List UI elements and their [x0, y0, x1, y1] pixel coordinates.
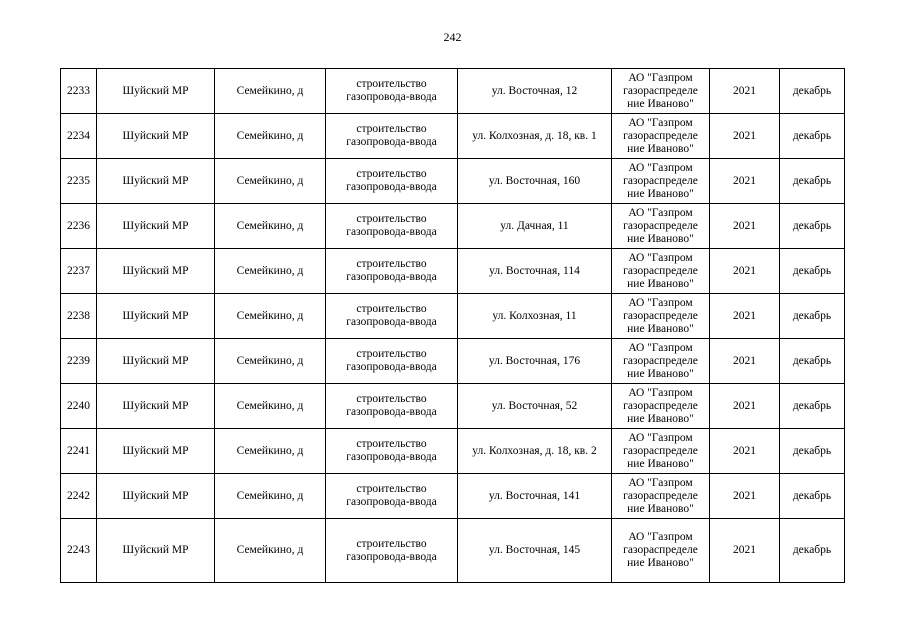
district-cell: Шуйский МР: [97, 429, 215, 474]
table-row: [61, 294, 845, 339]
locality-cell: Семейкино, д: [215, 249, 326, 294]
year-cell: 2021: [710, 519, 780, 583]
address-cell: ул. Восточная, 52: [458, 384, 612, 429]
locality-cell: Семейкино, д: [215, 69, 326, 114]
work-type-cell: строительство газопровода-ввода: [326, 114, 458, 159]
locality-cell: Семейкино, д: [215, 204, 326, 249]
address-cell: ул. Колхозная, д. 18, кв. 2: [458, 429, 612, 474]
work-type-cell: строительство газопровода-ввода: [326, 384, 458, 429]
work-type-cell: строительство газопровода-ввода: [326, 519, 458, 583]
locality-cell: Семейкино, д: [215, 384, 326, 429]
row-number: 2237: [61, 249, 97, 294]
work-type-cell: строительство газопровода-ввода: [326, 429, 458, 474]
month-cell: декабрь: [780, 384, 845, 429]
address-cell: ул. Восточная, 114: [458, 249, 612, 294]
work-type-cell: строительство газопровода-ввода: [326, 339, 458, 384]
work-type-cell: строительство газопровода-ввода: [326, 204, 458, 249]
address-cell: ул. Восточная, 12: [458, 69, 612, 114]
month-cell: декабрь: [780, 69, 845, 114]
row-number: 2233: [61, 69, 97, 114]
district-cell: Шуйский МР: [97, 114, 215, 159]
district-cell: Шуйский МР: [97, 159, 215, 204]
month-cell: декабрь: [780, 204, 845, 249]
address-cell: ул. Колхозная, д. 18, кв. 1: [458, 114, 612, 159]
row-number: 2234: [61, 114, 97, 159]
row-number: 2242: [61, 474, 97, 519]
address-cell: ул. Восточная, 141: [458, 474, 612, 519]
year-cell: 2021: [710, 339, 780, 384]
address-cell: ул. Восточная, 145: [458, 519, 612, 583]
year-cell: 2021: [710, 384, 780, 429]
month-cell: декабрь: [780, 339, 845, 384]
address-cell: ул. Колхозная, 11: [458, 294, 612, 339]
month-cell: декабрь: [780, 114, 845, 159]
year-cell: 2021: [710, 204, 780, 249]
page-number: 242: [443, 30, 462, 44]
locality-cell: Семейкино, д: [215, 429, 326, 474]
row-number: 2241: [61, 429, 97, 474]
work-type-cell: строительство газопровода-ввода: [326, 249, 458, 294]
year-cell: 2021: [710, 114, 780, 159]
year-cell: 2021: [710, 249, 780, 294]
district-cell: Шуйский МР: [97, 384, 215, 429]
locality-cell: Семейкино, д: [215, 474, 326, 519]
organization-cell: АО "Газпром газораспределе ние Иваново": [612, 519, 710, 583]
table-row: [61, 519, 845, 583]
district-cell: Шуйский МР: [97, 519, 215, 583]
year-cell: 2021: [710, 69, 780, 114]
month-cell: декабрь: [780, 474, 845, 519]
table-row: [61, 69, 845, 114]
month-cell: декабрь: [780, 519, 845, 583]
year-cell: 2021: [710, 429, 780, 474]
work-type-cell: строительство газопровода-ввода: [326, 474, 458, 519]
locality-cell: Семейкино, д: [215, 114, 326, 159]
table-row: [61, 249, 845, 294]
gas-connection-table: [60, 68, 845, 583]
organization-cell: АО "Газпром газораспределе ние Иваново": [612, 474, 710, 519]
work-type-cell: строительство газопровода-ввода: [326, 294, 458, 339]
district-cell: Шуйский МР: [97, 249, 215, 294]
month-cell: декабрь: [780, 429, 845, 474]
organization-cell: АО "Газпром газораспределе ние Иваново": [612, 339, 710, 384]
year-cell: 2021: [710, 294, 780, 339]
organization-cell: АО "Газпром газораспределе ние Иваново": [612, 204, 710, 249]
row-number: 2239: [61, 339, 97, 384]
row-number: 2236: [61, 204, 97, 249]
locality-cell: Семейкино, д: [215, 519, 326, 583]
organization-cell: АО "Газпром газораспределе ние Иваново": [612, 294, 710, 339]
table-row: [61, 474, 845, 519]
table-row: [61, 114, 845, 159]
month-cell: декабрь: [780, 249, 845, 294]
table-row: [61, 429, 845, 474]
row-number: 2238: [61, 294, 97, 339]
district-cell: Шуйский МР: [97, 294, 215, 339]
organization-cell: АО "Газпром газораспределе ние Иваново": [612, 159, 710, 204]
table-row: [61, 339, 845, 384]
organization-cell: АО "Газпром газораспределе ние Иваново": [612, 249, 710, 294]
address-cell: ул. Восточная, 160: [458, 159, 612, 204]
table-row: [61, 384, 845, 429]
year-cell: 2021: [710, 474, 780, 519]
month-cell: декабрь: [780, 294, 845, 339]
year-cell: 2021: [710, 159, 780, 204]
locality-cell: Семейкино, д: [215, 339, 326, 384]
work-type-cell: строительство газопровода-ввода: [326, 159, 458, 204]
work-type-cell: строительство газопровода-ввода: [326, 69, 458, 114]
locality-cell: Семейкино, д: [215, 294, 326, 339]
district-cell: Шуйский МР: [97, 474, 215, 519]
address-cell: ул. Восточная, 176: [458, 339, 612, 384]
address-cell: ул. Дачная, 11: [458, 204, 612, 249]
organization-cell: АО "Газпром газораспределе ние Иваново": [612, 429, 710, 474]
organization-cell: АО "Газпром газораспределе ние Иваново": [612, 114, 710, 159]
table-row: [61, 159, 845, 204]
row-number: 2240: [61, 384, 97, 429]
district-cell: Шуйский МР: [97, 69, 215, 114]
month-cell: декабрь: [780, 159, 845, 204]
district-cell: Шуйский МР: [97, 204, 215, 249]
organization-cell: АО "Газпром газораспределе ние Иваново": [612, 384, 710, 429]
organization-cell: АО "Газпром газораспределе ние Иваново": [612, 69, 710, 114]
row-number: 2243: [61, 519, 97, 583]
district-cell: Шуйский МР: [97, 339, 215, 384]
row-number: 2235: [61, 159, 97, 204]
table-row: [61, 204, 845, 249]
locality-cell: Семейкино, д: [215, 159, 326, 204]
